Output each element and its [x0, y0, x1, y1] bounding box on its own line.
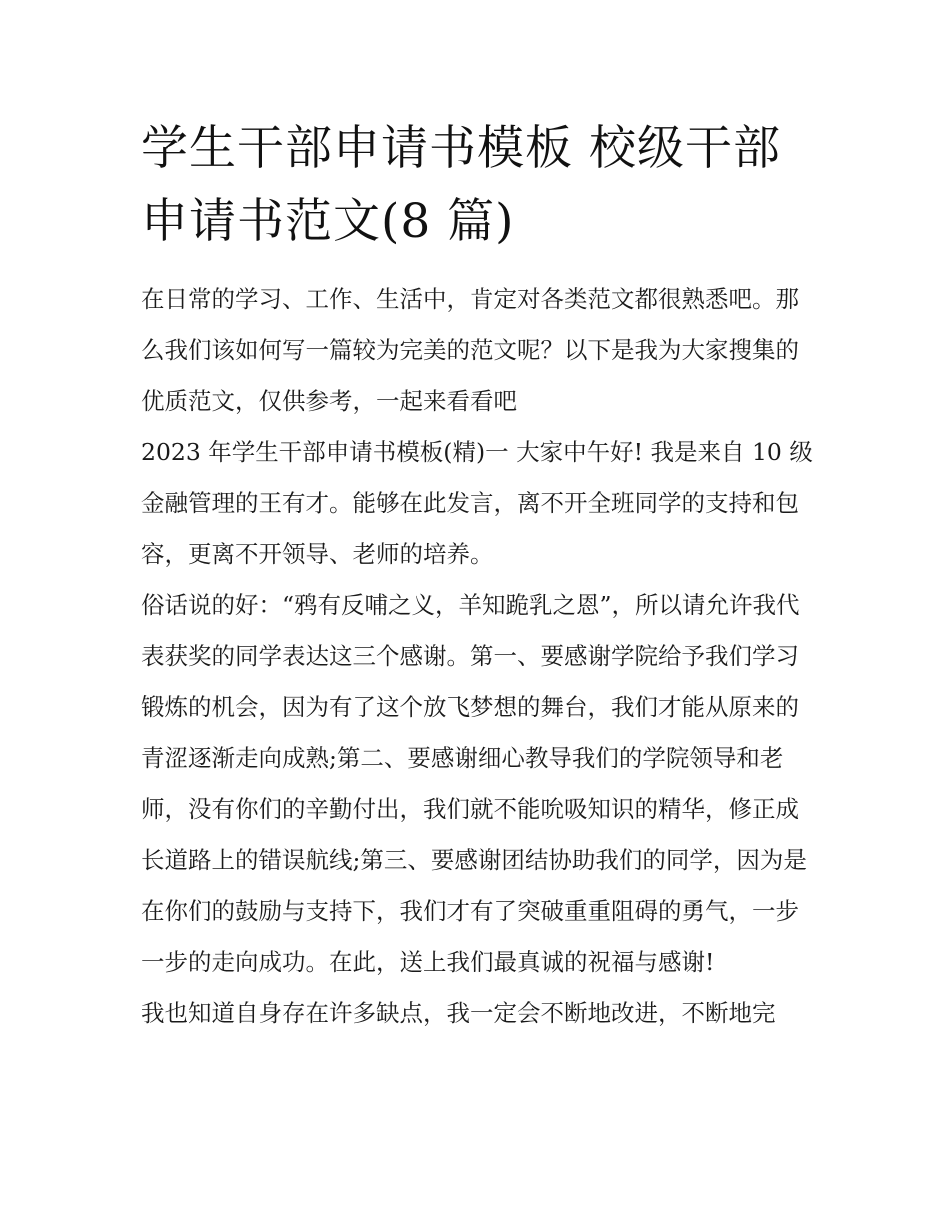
paragraph-intro: 在日常的学习、工作、生活中，肯定对各类范文都很熟悉吧。那么我们该如何写一篇较为完美的范文呢？以下是我为大家搜集的优质范文，仅供参考，一起来看看吧 [141, 285, 799, 415]
document-title: 学生干部申请书模板 校级干部申请书范文(8 篇) [141, 121, 781, 249]
paragraph-shortcomings: 我也知道自身存在许多缺点，我一定会不断地改进，不断地完 [141, 999, 776, 1027]
paragraph-greeting: 2023 年学生干部申请书模板(精)一 大家中午好! 我是来自 10 级金融管理的王有才。能够在此发言，离不开全班同学的支持和包容，更离不开领导、老师的培养。 [141, 438, 813, 568]
paragraph-thanks: 俗话说的好：“鸦有反哺之义，羊知跪乳之恩”，所以请允许我代表获奖的同学表达这三个感谢。第一、要感谢学院给予我们学习锻炼的机会，因为有了这个放飞梦想的舞台，我们才能从原来的青涩逐渐走向成熟;第二、要感谢细心教导我们的学院领导和老师，没有你们的辛勤付出，我们就不能吮吸知识的精华，修正成长道路上的错误航线;第三、要感谢团结协助我们的同学，因为是在你们的鼓励与支持下，我们才有了突破重重阻碍的勇气，一步一步的走向成功。在此，送上我们最真诚的祝福与感谢! [141, 591, 807, 976]
document-body [141, 112, 817, 1039]
